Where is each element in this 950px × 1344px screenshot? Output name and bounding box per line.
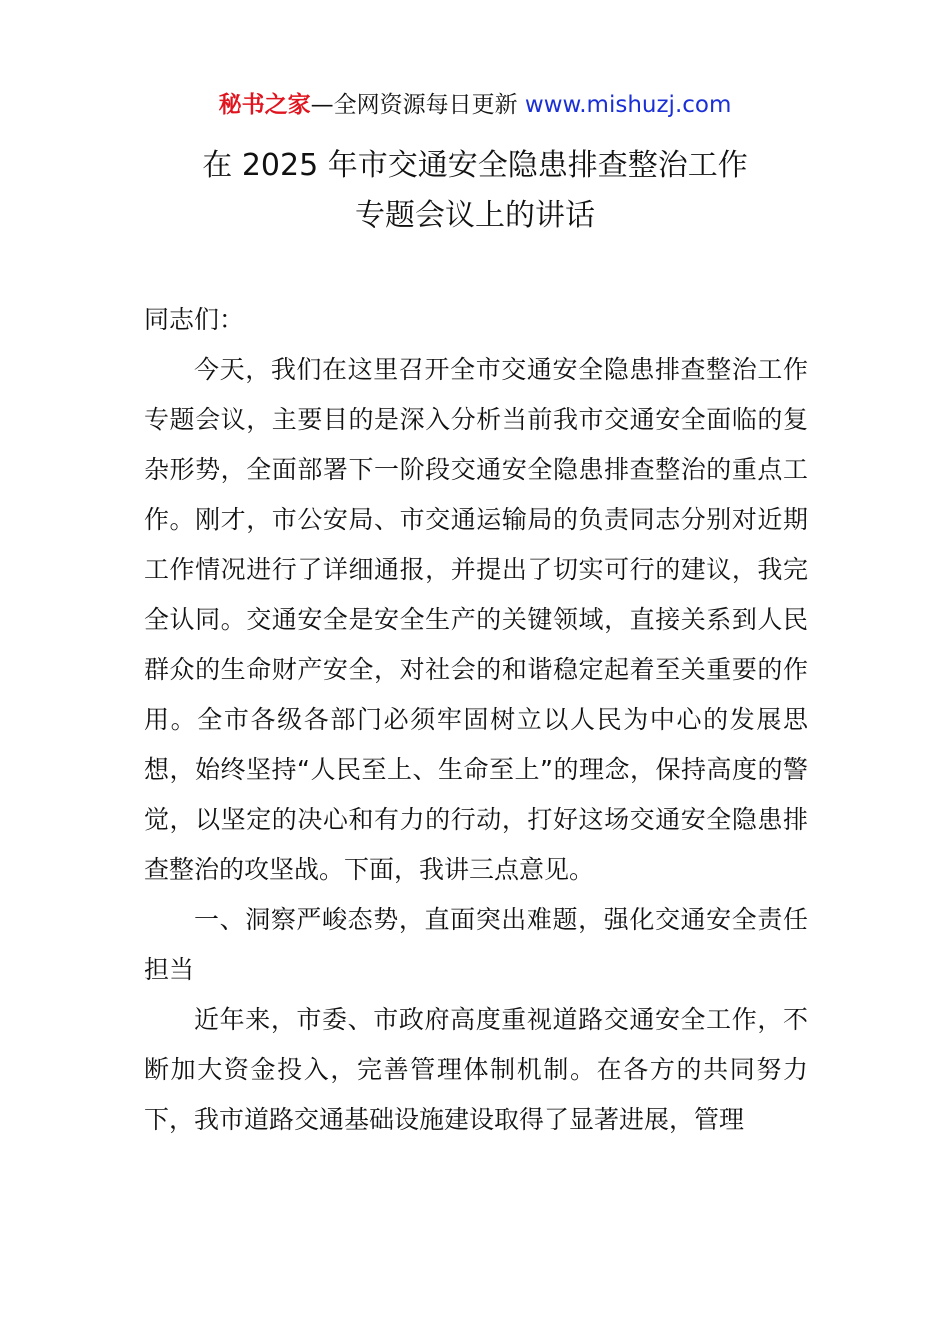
document-body	[144, 295, 808, 1145]
paragraph-intro: 今天，我们在这里召开全市交通安全隐患排查整治工作专题会议，主要目的是深入分析当前我市交通安全面临的复杂形势，全面部署下一阶段交通安全隐患排查整治的重点工作。刚才，市公安局、市交通运输局的负责同志分别对近期工作情况进行了详细通报，并提出了切实可行的建议，我完全认同。交通安全是安全生产的关键领域，直接关系到人民群众的生命财产安全，对社会的和谐稳定起着至关重要的作用。全市各级各部门必须牢固树立以人民为中心的发展思想，始终坚持“人民至上、生命至上”的理念，保持高度的警觉，以坚定的决心和有力的行动，打好这场交通安全隐患排查整治的攻坚战。下面，我讲三点意见。	[144, 355, 808, 884]
site-url-link[interactable]: www.mishuzj.com	[524, 92, 732, 118]
salutation: 同志们：	[144, 305, 245, 334]
site-header	[0, 88, 950, 122]
document-title-line-2: 专题会议上的讲话	[355, 198, 595, 233]
header-tagline: —全网资源每日更新	[310, 92, 525, 118]
paragraph-section-1: 近年来，市委、市政府高度重视道路交通安全工作，不断加大资金投入，完善管理体制机制。在各方的共同努力下，我市道路交通基础设施建设取得了显著进展，管理	[144, 1005, 808, 1134]
document-title-line-1: 在 2025 年市交通安全隐患排查整治工作	[202, 148, 748, 183]
section-heading-1: 一、洞察严峻态势，直面突出难题，强化交通安全责任担当	[144, 905, 808, 984]
brand-name: 秘书之家	[218, 92, 311, 118]
